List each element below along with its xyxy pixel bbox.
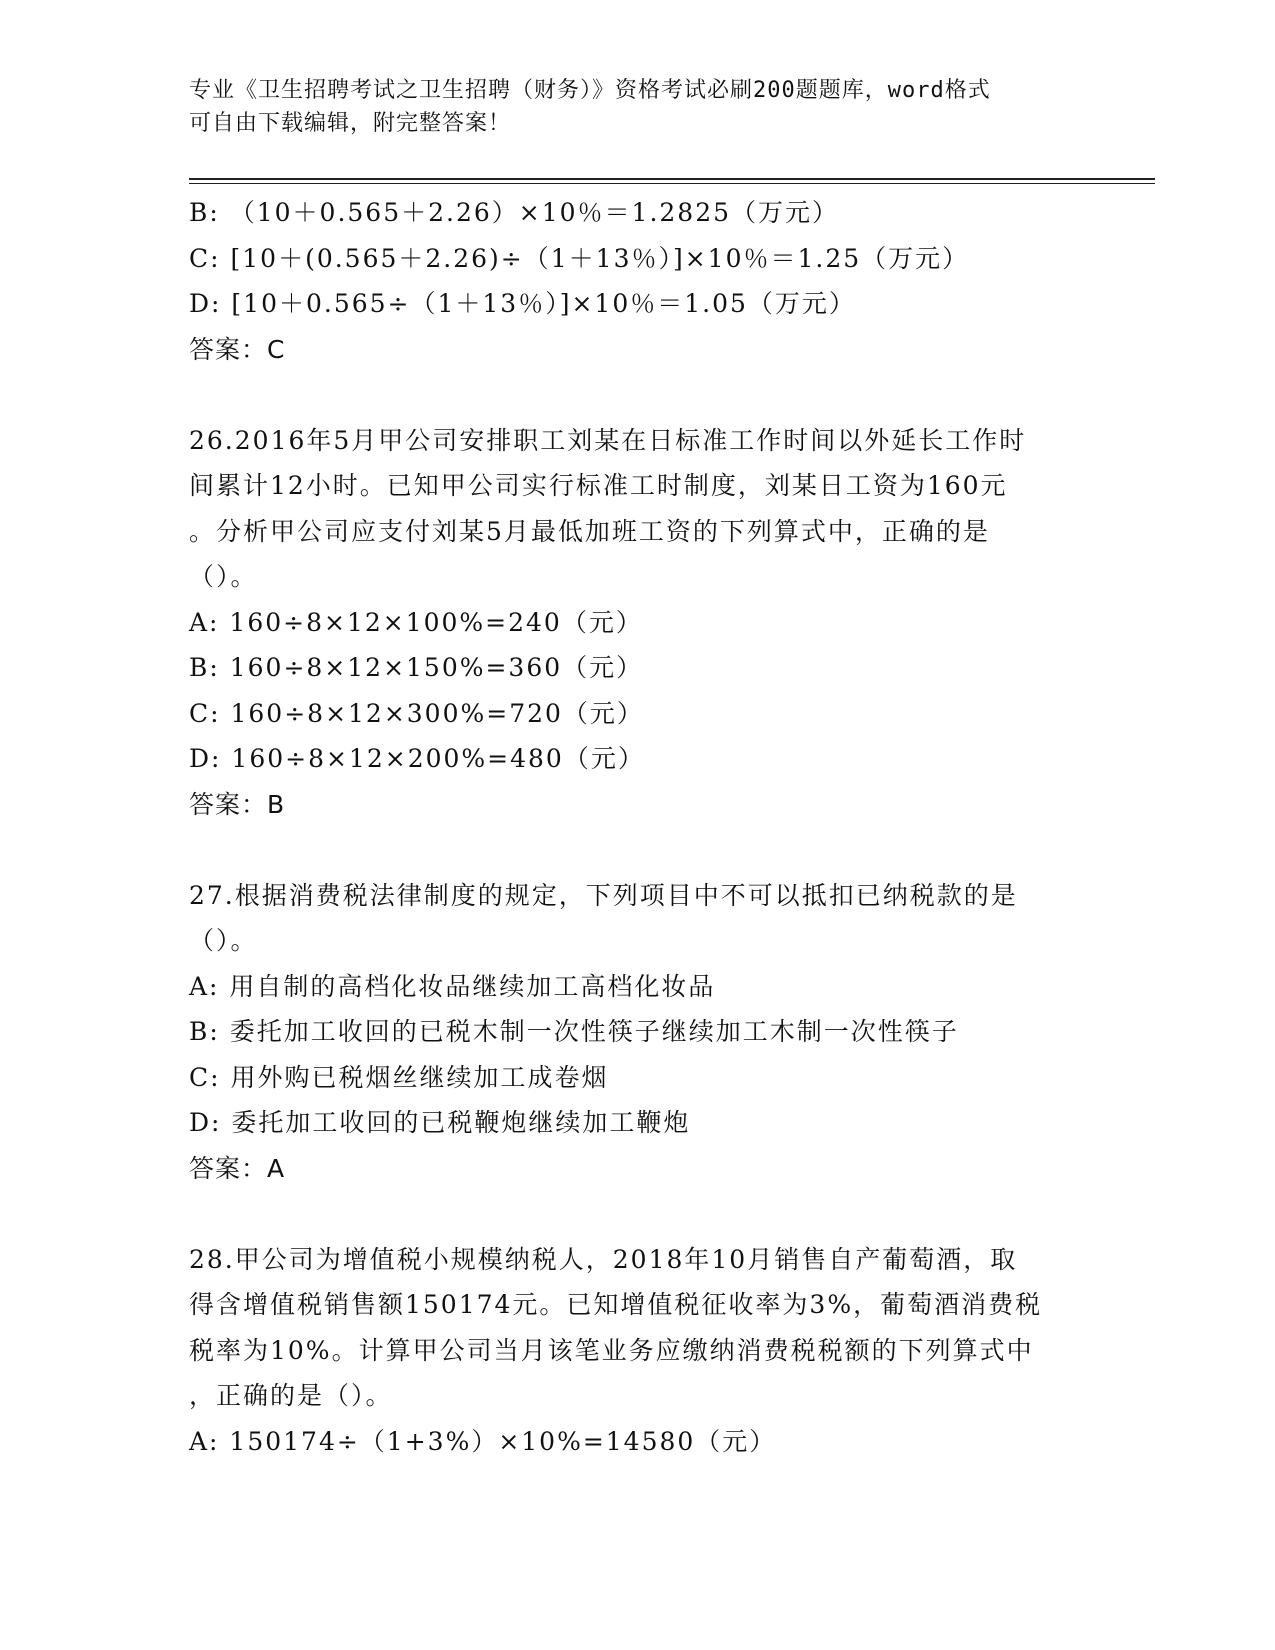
question-stem: 得含增值税销售额150174元。已知增值税征收率为3%，葡萄酒消费税 <box>189 1290 1043 1319</box>
option-c: C: 用外购已税烟丝继续加工成卷烟 <box>189 1062 609 1092</box>
question-stem: 税率为10%。计算甲公司当月该笔业务应缴纳消费税税额的下列算式中 <box>189 1335 1034 1365</box>
option-d: D: 160÷8×12×200%=480（元） <box>189 744 645 773</box>
option-d: D: 委托加工收回的已税鞭炮继续加工鞭炮 <box>189 1108 691 1137</box>
answer: 答案：B <box>189 789 286 819</box>
question-28 <box>189 1237 1109 1465</box>
header-divider-thin <box>189 183 1155 184</box>
header-title-line1: 专业《卫生招聘考试之卫生招聘（财务）》资格考试必刷200题题库，word格式 <box>189 78 991 103</box>
question-27 <box>189 873 1109 1192</box>
spacer <box>189 1191 1109 1237</box>
answer: 答案：A <box>189 1153 286 1183</box>
document-body <box>189 190 1109 1464</box>
answer: 答案：C <box>189 334 286 364</box>
option-c: C: 160÷8×12×300%=720（元） <box>189 698 644 728</box>
question-26 <box>189 418 1109 828</box>
question-stem: （）。 <box>189 562 258 591</box>
option-b: B: 160÷8×12×150%=360（元） <box>189 653 644 682</box>
page-header <box>189 74 1089 140</box>
question-stem: 28.甲公司为增值税小规模纳税人，2018年10月销售自产葡萄酒，取 <box>189 1244 1018 1274</box>
option-b: B: （10＋0.565＋2.26）×10％＝1.2825（万元） <box>189 198 840 227</box>
question-stem: ，正确的是（）。 <box>189 1381 393 1410</box>
option-b: B: 委托加工收回的已税木制一次性筷子继续加工木制一次性筷子 <box>189 1017 959 1046</box>
option-c: C: [10＋(0.565＋2.26)÷（1＋13％）]×10％＝1.25（万元） <box>189 243 970 273</box>
question-stem: 26.2016年5月甲公司安排职工刘某在日标准工作时间以外延长工作时 <box>189 425 1027 455</box>
question-stem: 间累计12小时。已知甲公司实行标准工时制度，刘某日工资为160元 <box>189 471 1008 500</box>
question-stem: 27.根据消费税法律制度的规定，下列项目中不可以抵扣已纳税款的是 <box>189 880 1018 910</box>
question-stem: 。分析甲公司应支付刘某5月最低加班工资的下列算式中，正确的是 <box>189 516 990 546</box>
header-title-line2: 可自由下载编辑，附完整答案！ <box>189 111 512 136</box>
option-a: A: 用自制的高档化妆品继续加工高档化妆品 <box>189 971 716 1001</box>
option-a: A: 150174÷（1+3%）×10%=14580（元） <box>189 1426 777 1456</box>
spacer <box>189 827 1109 873</box>
question-stem: （）。 <box>189 926 258 955</box>
option-a: A: 160÷8×12×100%=240（元） <box>189 607 643 637</box>
option-d: D: [10＋0.565÷（1＋13％）]×10％＝1.05（万元） <box>189 289 856 318</box>
question-25-continued <box>189 190 1109 372</box>
header-divider-thick <box>189 178 1155 180</box>
spacer <box>189 372 1109 418</box>
